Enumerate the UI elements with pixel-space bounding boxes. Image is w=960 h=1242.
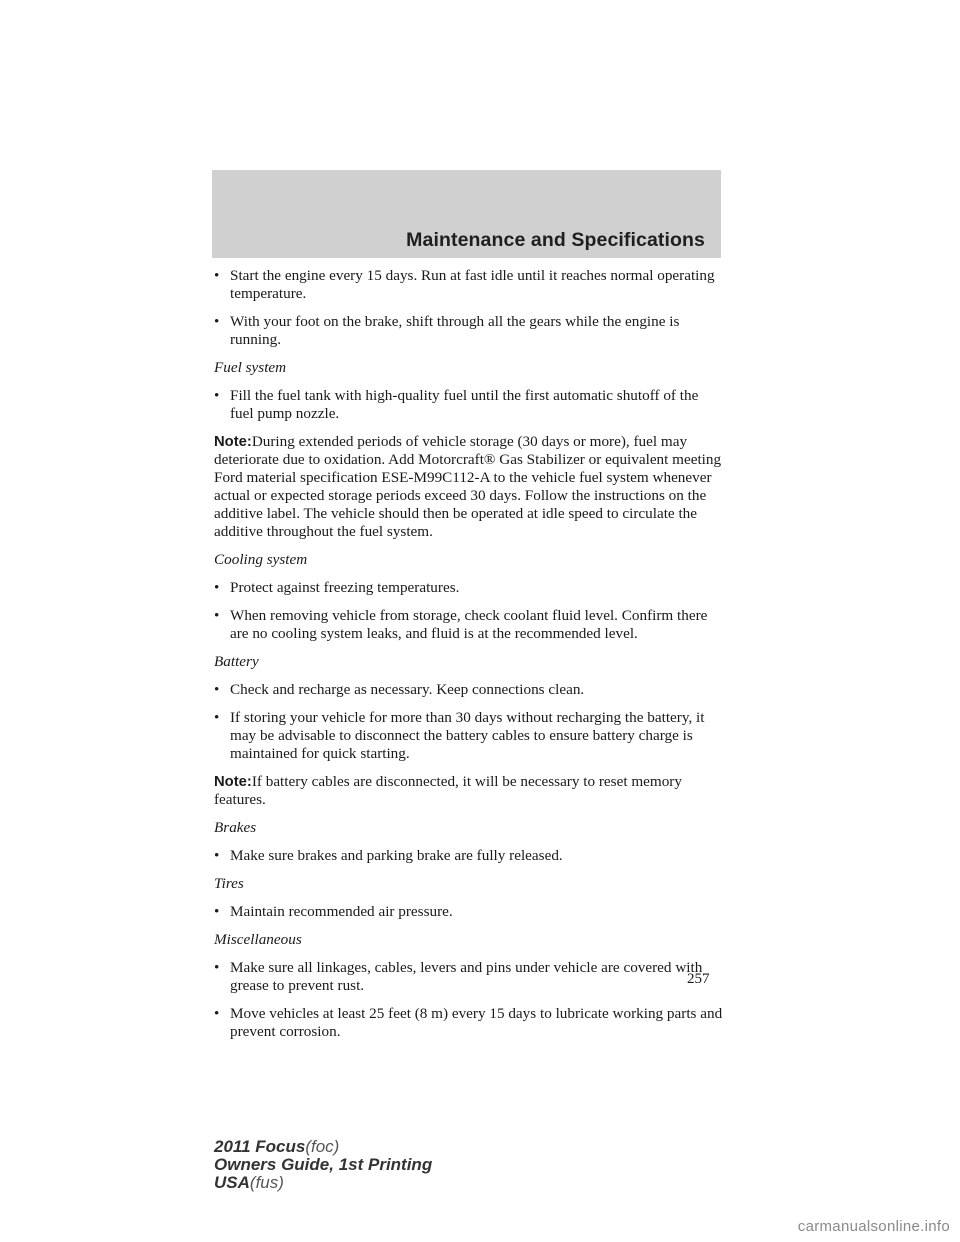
note-label: Note: [214, 434, 252, 450]
subheading-battery: Battery [214, 653, 259, 670]
bullet-icon: • [214, 709, 220, 726]
list-item [214, 681, 724, 699]
subheading-tires: Tires [214, 875, 244, 892]
list-item-text: Move vehicles at least 25 feet (8 m) every 15 days to lubricate working parts and prevent corrosion. [230, 1005, 723, 1040]
list-item-text: Make sure brakes and parking brake are fully released. [230, 847, 563, 864]
note-text: If battery cables are disconnected, it will be necessary to reset memory features. [214, 773, 682, 808]
list-item-text: Make sure all linkages, cables, levers and pins under vehicle are covered with grease to prevent rust. [230, 959, 703, 994]
subheading-fuel-system: Fuel system [214, 359, 287, 376]
bullet-icon: • [214, 959, 220, 976]
list-item-text: When removing vehicle from storage, check coolant fluid level. Confirm there are no cooling system leaks, and fluid is at the recommended level. [230, 607, 708, 642]
header-band [212, 170, 721, 258]
list-item [214, 959, 724, 995]
list-item [214, 1005, 724, 1041]
note-paragraph [214, 773, 724, 809]
bullet-icon: • [214, 681, 220, 698]
footer-line-model [214, 1138, 432, 1156]
list-item [214, 847, 724, 865]
bullet-icon: • [214, 903, 220, 920]
list-item-text: Fill the fuel tank with high-quality fuel until the first automatic shutoff of the fuel pump nozzle. [230, 387, 699, 422]
list-item-text: Check and recharge as necessary. Keep connections clean. [230, 681, 585, 698]
list-item [214, 313, 724, 349]
list-item [214, 579, 724, 597]
footer-edition-info [214, 1138, 432, 1192]
page-number: 257 [687, 971, 710, 987]
section-title: Maintenance and Specifications [406, 229, 705, 251]
footer-model: 2011 Focus [214, 1137, 306, 1156]
bullet-icon: • [214, 387, 220, 404]
footer-market-code: (fus) [249, 1173, 284, 1192]
subheading-cooling-system: Cooling system [214, 551, 308, 568]
bullet-icon: • [214, 1005, 220, 1022]
bullet-icon: • [214, 313, 220, 330]
footer-model-code: (foc) [305, 1137, 340, 1156]
bullet-icon: • [214, 607, 220, 624]
footer-line-market [214, 1174, 432, 1192]
list-item [214, 903, 724, 921]
list-item [214, 709, 724, 763]
list-item-text: Protect against freezing temperatures. [230, 579, 460, 596]
bullet-icon: • [214, 579, 220, 596]
list-item-text: With your foot on the brake, shift through all the gears while the engine is running. [230, 313, 680, 348]
list-item-text: Start the engine every 15 days. Run at fast idle until it reaches normal operating temperature. [230, 267, 715, 302]
subheading-miscellaneous: Miscellaneous [214, 931, 302, 948]
list-item-text: Maintain recommended air pressure. [230, 903, 453, 920]
bullet-icon: • [214, 267, 220, 284]
bullet-icon: • [214, 847, 220, 864]
page-content [214, 267, 724, 1051]
footer-guide: Owners Guide, 1st Printing [214, 1155, 433, 1174]
footer-line-guide [214, 1156, 432, 1174]
note-text: During extended periods of vehicle storage (30 days or more), fuel may deteriorate due to oxidation. Add Motorcraft® Gas Stabilizer or equivalent meeting Ford material specification ESE-M99C112-A to the vehicle fuel system whenever actual or expected storage periods exceed 30 days. Follow the instructions on the additive label. The vehicle should then be operated at idle speed to circulate the additive throughout the fuel system. [214, 433, 722, 540]
list-item [214, 387, 724, 423]
list-item-text: If storing your vehicle for more than 30 days without recharging the battery, it may be advisable to disconnect the battery cables to ensure battery charge is maintained for quick starting. [230, 709, 705, 762]
list-item [214, 267, 724, 303]
footer-market: USA [214, 1173, 250, 1192]
note-label: Note: [214, 774, 252, 790]
subheading-brakes: Brakes [214, 819, 257, 836]
list-item [214, 607, 724, 643]
watermark-link[interactable]: carmanualsonline.info [797, 1218, 950, 1235]
note-paragraph [214, 433, 724, 541]
